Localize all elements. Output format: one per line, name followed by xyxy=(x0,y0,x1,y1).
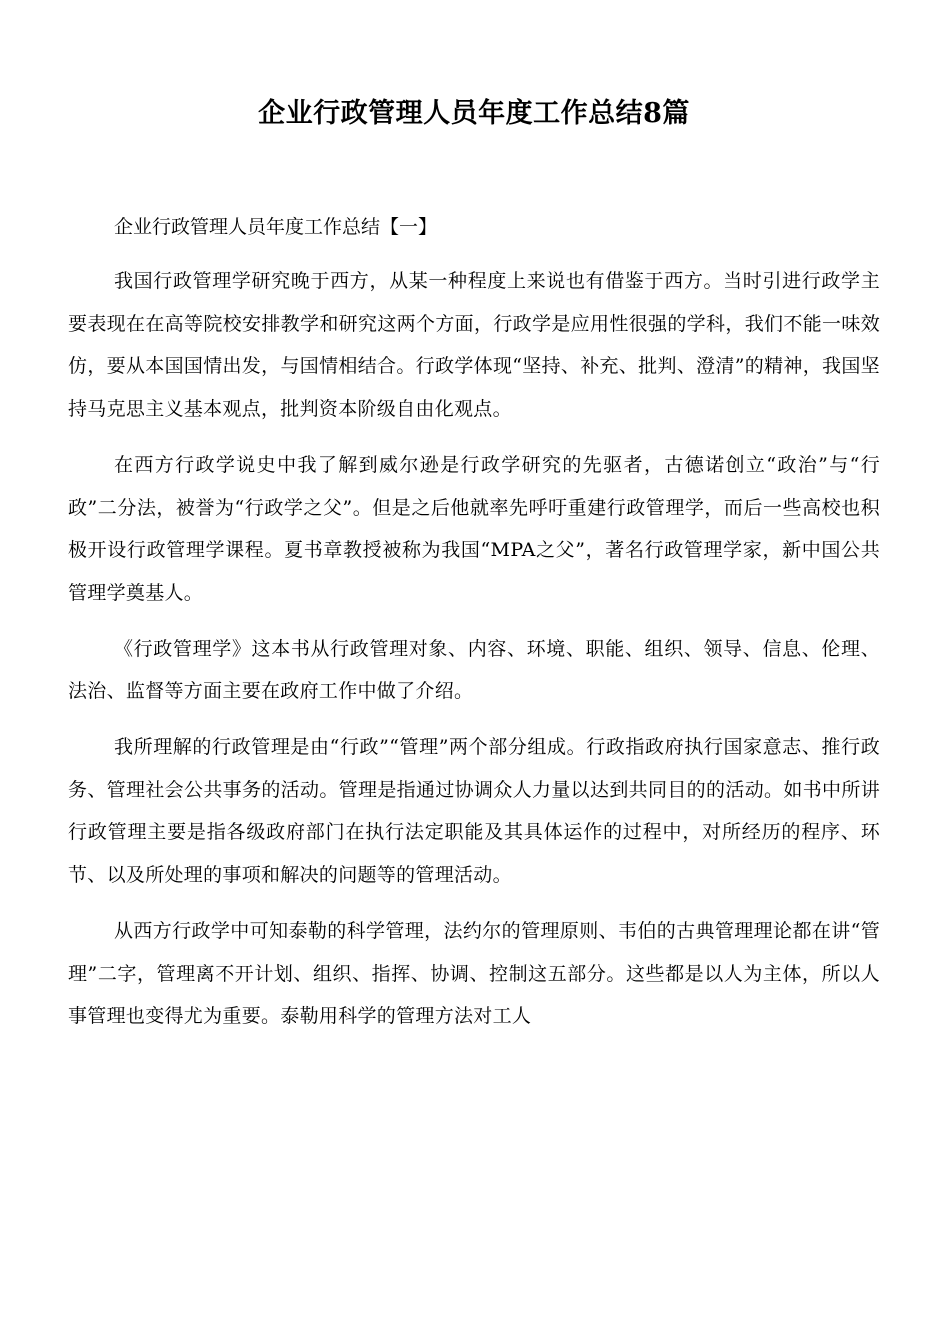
paragraph-3: 《行政管理学》这本书从行政管理对象、内容、环境、职能、组织、领导、信息、伦理、法治、监督等方面主要在政府工作中做了介绍。 xyxy=(68,637,880,703)
paragraph-4: 我所理解的行政管理是由“行政”“管理”两个部分组成。行政指政府执行国家意志、推行政务、管理社会公共事务的活动。管理是指通过协调众人力量以达到共同目的的活动。如书中所讲行政管理主要是指各级政府部门在执行法定职能及其具体运作的过程中，对所经历的程序、环节、以及所处理的事项和解决的问题等的管理活动。 xyxy=(68,736,880,887)
document-title: 企业行政管理人员年度工作总结8篇 xyxy=(258,98,690,129)
document-body xyxy=(68,207,880,1038)
section-heading: 企业行政管理人员年度工作总结【一】 xyxy=(114,216,438,238)
paragraph-1: 我国行政管理学研究晚于西方，从某一种程度上来说也有借鉴于西方。当时引进行政学主要表现在在高等院校安排教学和研究这两个方面，行政学是应用性很强的学科，我们不能一味效仿，要从本国国情出发，与国情相结合。行政学体现“坚持、补充、批判、澄清”的精神，我国坚持马克思主义基本观点，批判资本阶级自由化观点。 xyxy=(68,270,880,421)
paragraph-5: 从西方行政学中可知泰勒的科学管理，法约尔的管理原则、韦伯的古典管理理论都在讲“管理”二字，管理离不开计划、组织、指挥、协调、控制这五部分。这些都是以人为主体，所以人事管理也变得尤为重要。泰勒用科学的管理方法对工人 xyxy=(68,919,880,1028)
paragraph-2: 在西方行政学说史中我了解到威尔逊是行政学研究的先驱者，古德诺创立“政治”与“行政”二分法，被誉为“行政学之父”。但是之后他就率先呼吁重建行政管理学，而后一些高校也积极开设行政管理学课程。夏书章教授被称为我国“MPA之父”，著名行政管理学家，新中国公共管理学奠基人。 xyxy=(68,453,880,604)
